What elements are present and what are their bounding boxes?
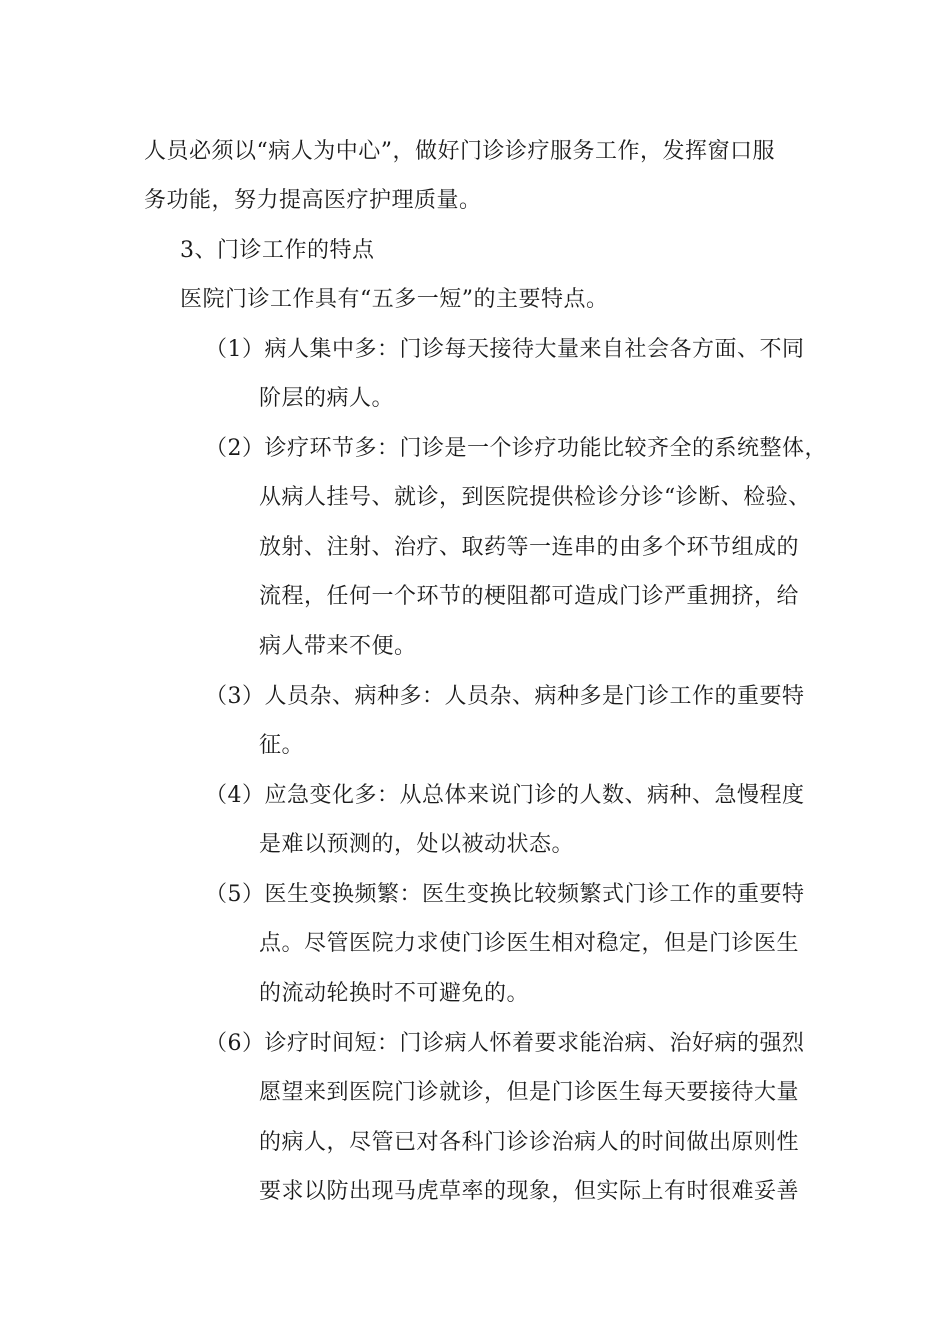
item-continuation: 点。尽管医院力求使门诊医生相对稳定，但是门诊医生 (259, 931, 800, 956)
item-continuation: 是难以预测的，处以被动状态。 (259, 832, 575, 857)
item-continuation: 病人带来不便。 (259, 634, 417, 659)
item-continuation: 征。 (259, 733, 305, 758)
item-continuation: 要求以防出现马虎草率的现象，但实际上有时很难妥善 (259, 1179, 800, 1204)
paragraph-line: 务功能，努力提高医疗护理质量。 (144, 188, 482, 213)
paragraph-line: 人员必须以“病人为中心”，做好门诊诊疗服务工作，发挥窗口服 (144, 139, 775, 164)
list-item-5 (205, 880, 805, 910)
list-item-3 (205, 682, 805, 712)
item-text: 诊疗环节多：门诊是一个诊疗功能比较齐全的系统整体， (264, 436, 828, 461)
item-continuation: 的流动轮换时不可避免的。 (259, 981, 530, 1006)
list-item-4 (205, 781, 805, 811)
item-marker: （3） (205, 684, 265, 709)
item-marker: （5） (205, 882, 265, 907)
item-text: 应急变化多：从总体来说门诊的人数、病种、急慢程度 (264, 783, 805, 808)
item-continuation: 放射、注射、治疗、取药等一连串的由多个环节组成的 (259, 535, 800, 560)
list-item-6 (205, 1029, 805, 1059)
item-text: 医生变换频繁：医生变换比较频繁式门诊工作的重要特 (264, 882, 805, 907)
item-marker: （2） (205, 436, 265, 461)
item-continuation: 阶层的病人。 (259, 386, 395, 411)
item-continuation: 的病人，尽管已对各科门诊诊治病人的时间做出原则性 (259, 1130, 800, 1155)
section-intro: 医院门诊工作具有“五多一短”的主要特点。 (180, 287, 609, 312)
list-item-2 (205, 434, 827, 464)
item-continuation: 愿望来到医院门诊就诊，但是门诊医生每天要接待大量 (259, 1080, 800, 1105)
section-heading: 3、门诊工作的特点 (180, 238, 375, 263)
item-continuation: 流程，任何一个环节的梗阻都可造成门诊严重拥挤，给 (259, 584, 800, 609)
list-item-1 (205, 335, 805, 365)
item-marker: （1） (205, 337, 265, 362)
item-marker: （6） (205, 1031, 265, 1056)
item-continuation: 从病人挂号、就诊，到医院提供检诊分诊“诊断、检验、 (259, 485, 811, 510)
item-text: 病人集中多：门诊每天接待大量来自社会各方面、不同 (264, 337, 805, 362)
item-text: 人员杂、病种多：人员杂、病种多是门诊工作的重要特 (264, 684, 805, 709)
item-marker: （4） (205, 783, 265, 808)
item-text: 诊疗时间短：门诊病人怀着要求能治病、治好病的强烈 (264, 1031, 805, 1056)
